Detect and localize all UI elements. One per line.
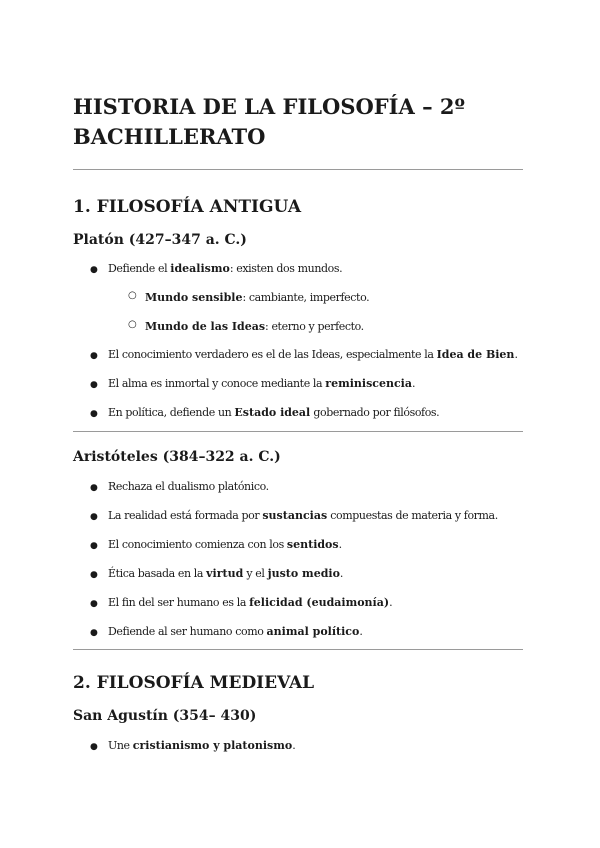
divider <box>73 169 523 170</box>
list-item: La realidad está formada por sustancias compuestas de materia y forma. <box>108 509 498 522</box>
bullet-icon: ● <box>90 409 98 419</box>
page-title: HISTORIA DE LA FILOSOFÍA – 2º BACHILLERATO <box>73 94 466 149</box>
bullet-icon: ● <box>90 599 98 609</box>
list-item: Mundo de las Ideas: eterno y perfecto. <box>145 320 364 333</box>
philosopher-heading: San Agustín (354– 430) <box>73 708 257 724</box>
circle-bullet-icon: ○ <box>128 319 137 330</box>
bullet-icon: ● <box>90 570 98 580</box>
section-heading: 2. FILOSOFÍA MEDIEVAL <box>73 673 315 693</box>
list-item: El conocimiento comienza con los sentidos. <box>108 538 342 551</box>
bullet-icon: ● <box>90 265 98 275</box>
bullet-icon: ● <box>90 512 98 522</box>
list-item: Defiende el idealismo: existen dos mundos. <box>108 262 343 275</box>
philosopher-heading: Platón (427–347 a. C.) <box>73 232 247 248</box>
list-item: En política, defiende un Estado ideal gobernado por filósofos. <box>108 406 440 419</box>
list-item: El conocimiento verdadero es el de las Ideas, especialmente la Idea de Bien. <box>108 348 518 361</box>
divider <box>73 431 523 432</box>
list-item: Defiende al ser humano como animal político. <box>108 625 363 638</box>
divider <box>73 649 523 650</box>
list-item: Une cristianismo y platonismo. <box>108 739 296 752</box>
list-item: Mundo sensible: cambiante, imperfecto. <box>145 291 370 304</box>
list-item: Rechaza el dualismo platónico. <box>108 480 269 493</box>
circle-bullet-icon: ○ <box>128 290 137 301</box>
bullet-icon: ● <box>90 483 98 493</box>
philosopher-heading: Aristóteles (384–322 a. C.) <box>73 449 281 465</box>
bullet-icon: ● <box>90 380 98 390</box>
bullet-icon: ● <box>90 628 98 638</box>
list-item: Ética basada en la virtud y el justo medio. <box>108 567 344 580</box>
bullet-icon: ● <box>90 742 98 752</box>
list-item: El fin del ser humano es la felicidad (eudaimonía). <box>108 596 393 609</box>
section-heading: 1. FILOSOFÍA ANTIGUA <box>73 197 302 217</box>
bullet-icon: ● <box>90 351 98 361</box>
list-item: El alma es inmortal y conoce mediante la reminiscencia. <box>108 377 416 390</box>
bullet-icon: ● <box>90 541 98 551</box>
